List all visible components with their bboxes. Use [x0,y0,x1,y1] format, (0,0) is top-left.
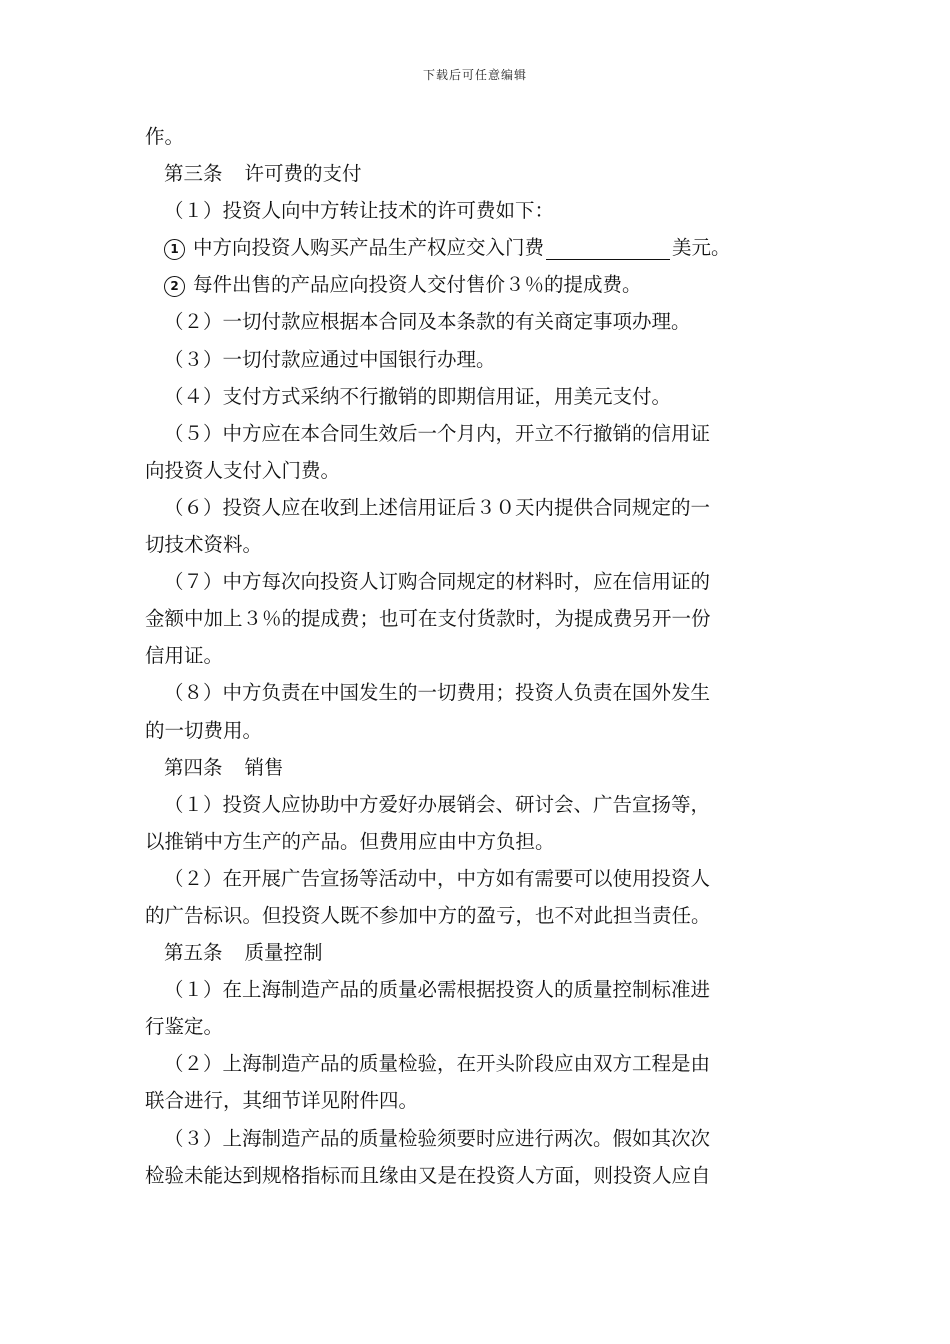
clause-text: 美元。 [672,236,731,260]
page-header: 下载后可任意编辑 [422,68,527,82]
article-heading [145,749,810,786]
circled-number-icon: 1 [164,239,185,260]
article-heading [145,934,810,971]
clause-line: （７）中方每次向投资人订购合同规定的材料时，应在信用证的 [164,570,711,594]
clause-text: 中方向投资人购买产品生产权应交入门费 [193,236,545,260]
clause-line: 的一切费用。 [145,718,263,742]
clause-line: （５）中方应在本合同生效后一个月内，开立不行撤销的信用证 [164,421,711,445]
circled-number-icon: 2 [164,276,185,297]
article-number: 第五条 [164,941,223,965]
clause-line: （４）支付方式采纳不行撤销的即期信用证，用美元支付。 [164,384,672,408]
clause-line: 信用证。 [145,644,224,668]
clause-line [145,229,810,266]
clause-line: （３）一切付款应通过中国银行办理。 [164,347,496,371]
clause-line: （１）投资人应协助中方爱好办展销会、研讨会、广告宣扬等， [164,792,711,816]
clause-line: 金额中加上３％的提成费；也可在支付货款时，为提成费另开一份 [145,607,711,631]
article-title: 许可费的支付 [244,162,362,186]
clause-line: （１）投资人向中方转让技术的许可费如下： [164,199,555,223]
clause-line: 检验未能达到规格指标而且缘由又是在投资人方面，则投资人应自 [145,1163,711,1187]
clause-line: （２）一切付款应根据本合同及本条款的有关商定事项办理。 [164,310,691,334]
article-number: 第四条 [164,755,223,779]
clause-line [145,266,810,303]
article-title: 销售 [244,755,284,779]
fill-in-blank [546,237,670,260]
document-body [145,118,810,1194]
clause-text: 每件出售的产品应向投资人交付售价３％的提成费。 [193,273,642,297]
article-number: 第三条 [164,162,223,186]
text-line: 作。 [145,125,185,148]
clause-line: （８）中方负责在中国发生的一切费用；投资人负责在国外发生 [164,681,711,705]
clause-line: 联合进行，其细节详见附件四。 [145,1089,419,1113]
clause-line: （６）投资人应在收到上述信用证后３０天内提供合同规定的一 [164,495,711,519]
clause-line: 向投资人支付入门费。 [145,458,341,482]
clause-line: 切技术资料。 [145,533,263,557]
clause-line: 行鉴定。 [145,1015,224,1039]
clause-line: 以推销中方生产的产品。但费用应由中方负担。 [145,829,555,853]
clause-line: 的广告标识。但投资人既不参加中方的盈亏，也不对此担当责任。 [145,903,711,927]
clause-line: （２）在开展广告宣扬等活动中，中方如有需要可以使用投资人 [164,866,711,890]
clause-line: （３）上海制造产品的质量检验须要时应进行两次。假如其次次 [164,1126,711,1150]
clause-line: （１）在上海制造产品的质量必需根据投资人的质量控制标准进 [164,978,711,1002]
article-title: 质量控制 [244,941,323,965]
article-heading [145,155,810,192]
clause-line: （２）上海制造产品的质量检验，在开头阶段应由双方工程是由 [164,1052,711,1076]
